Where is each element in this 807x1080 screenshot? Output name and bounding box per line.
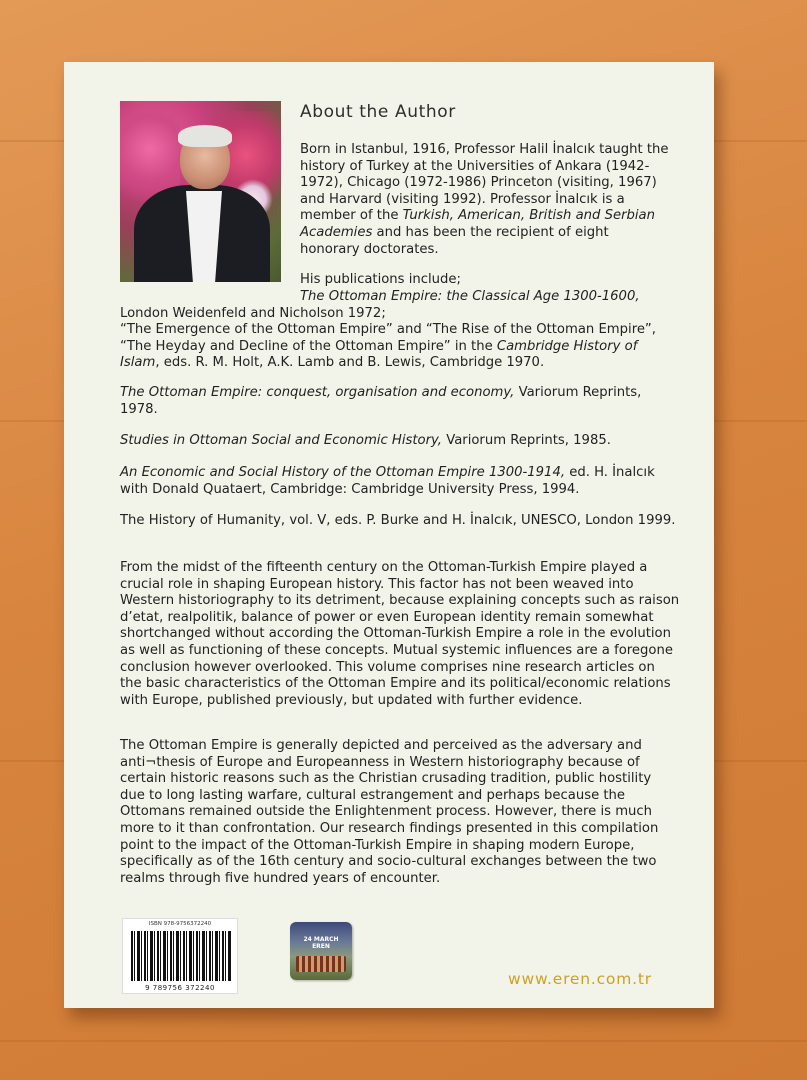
bio-academies: Turkish, American, British and Serbian Academies: [300, 208, 655, 240]
publication-1-details: London Weidenfeld and Nicholson 1972;: [120, 306, 386, 321]
publication-1-title: The Ottoman Empire: the Classical Age 1300-1600,: [300, 289, 640, 304]
publisher-logo: [290, 922, 352, 980]
publication-6: The History of Humanity, vol. V, eds. P. Burke and H. İnalcık, UNESCO, London 1999.: [120, 513, 676, 528]
publication-3-details: Variorum Reprints, 1978.: [120, 385, 642, 417]
author-bio: [300, 142, 672, 258]
publication-4-details: Variorum Reprints, 1985.: [442, 433, 611, 448]
bio-text-end: and has been the recipient of eight honorary doctorates.: [300, 224, 609, 257]
publication-3-title: The Ottoman Empire: conquest, organisation and economy,: [120, 385, 515, 400]
barcode-bars: [131, 931, 231, 981]
isbn-label: ISBN 978-9756372240: [148, 921, 212, 927]
isbn-number: 9 789756 372240: [145, 984, 215, 992]
publication-4-title: Studies in Ottoman Social and Economic History,: [120, 433, 442, 448]
publication-2-book: Cambridge History of Islam: [120, 338, 638, 371]
publisher-website: www.eren.com.tr: [508, 970, 652, 988]
publication-2: [120, 322, 680, 372]
logo-text: 24 MARCH EREN: [303, 936, 339, 950]
logo-image: [296, 956, 346, 972]
bio-text: Born in Istanbul, 1916, Professor Halil İnalcık taught the history of Turkey at the Universities of Ankara (1942-1972), Chicago (1972-1986) Princeton (visiting, 1967) and Harvard (visiting 1992). Professor İnalcık is a member of the: [300, 142, 669, 224]
isbn-barcode: [122, 918, 238, 994]
publication-2-details: , eds. R. M. Holt, A.K. Lamb and B. Lewis, Cambridge 1970.: [155, 355, 545, 371]
author-hair: [178, 125, 232, 147]
table-grain: [0, 1040, 807, 1042]
publication-5-title: An Economic and Social History of the Ottoman Empire 1300-1914,: [120, 465, 566, 480]
publication-5: [120, 465, 680, 498]
publication-4: [120, 433, 680, 450]
about-title: About the Author: [300, 102, 456, 122]
author-photo: [120, 101, 281, 282]
description-paragraph-2: The Ottoman Empire is generally depicted and perceived as the adversary and anti¬thesis of Europe and Europeanness in Western historiography because of certain historic reasons such as the Christian crusading tradition, public hostility due to long lasting warfare, cultural estrangement and perhaps because the Ottomans remained outside the Enlightenment process. However, there is much more to it than confrontation. Our research findings presented in this compilation point to the impact of the Ottoman-Turkish Empire in shaping modern Europe, specifically as of the 16th century and socio-cultural exchanges between the two realms through five hundred years of encounter.: [120, 738, 659, 886]
book-back-cover: [64, 62, 714, 1008]
publication-3: [120, 385, 680, 418]
publication-5-details: ed. H. İnalcık with Donald Quataert, Cambridge: Cambridge University Press, 1994.: [120, 465, 655, 497]
publication-2-text: “The Emergence of the Ottoman Empire” and “The Rise of the Ottoman Empire”, “The Heyday and Decline of the Ottoman Empire” in the: [120, 322, 656, 354]
publications-intro: His publications include;: [300, 272, 461, 287]
description-paragraph-1: From the midst of the fifteenth century on the Ottoman-Turkish Empire played a crucial role in shaping European history. This factor has not been weaved into Western historiography to its detriment, because explaining concepts such as raison d’etat, realpolitik, balance of power or even European identity remain somewhat shortchanged without according the Ottoman-Turkish Empire a role in the evolution as well as functioning of these concepts. Mutual systemic influences are a foregone conclusion however overlooked. This volume comprises nine research articles on the basic characteristics of the Ottoman Empire and its political/economic relations with Europe, published previously, but updated with further evidence.: [120, 560, 680, 708]
